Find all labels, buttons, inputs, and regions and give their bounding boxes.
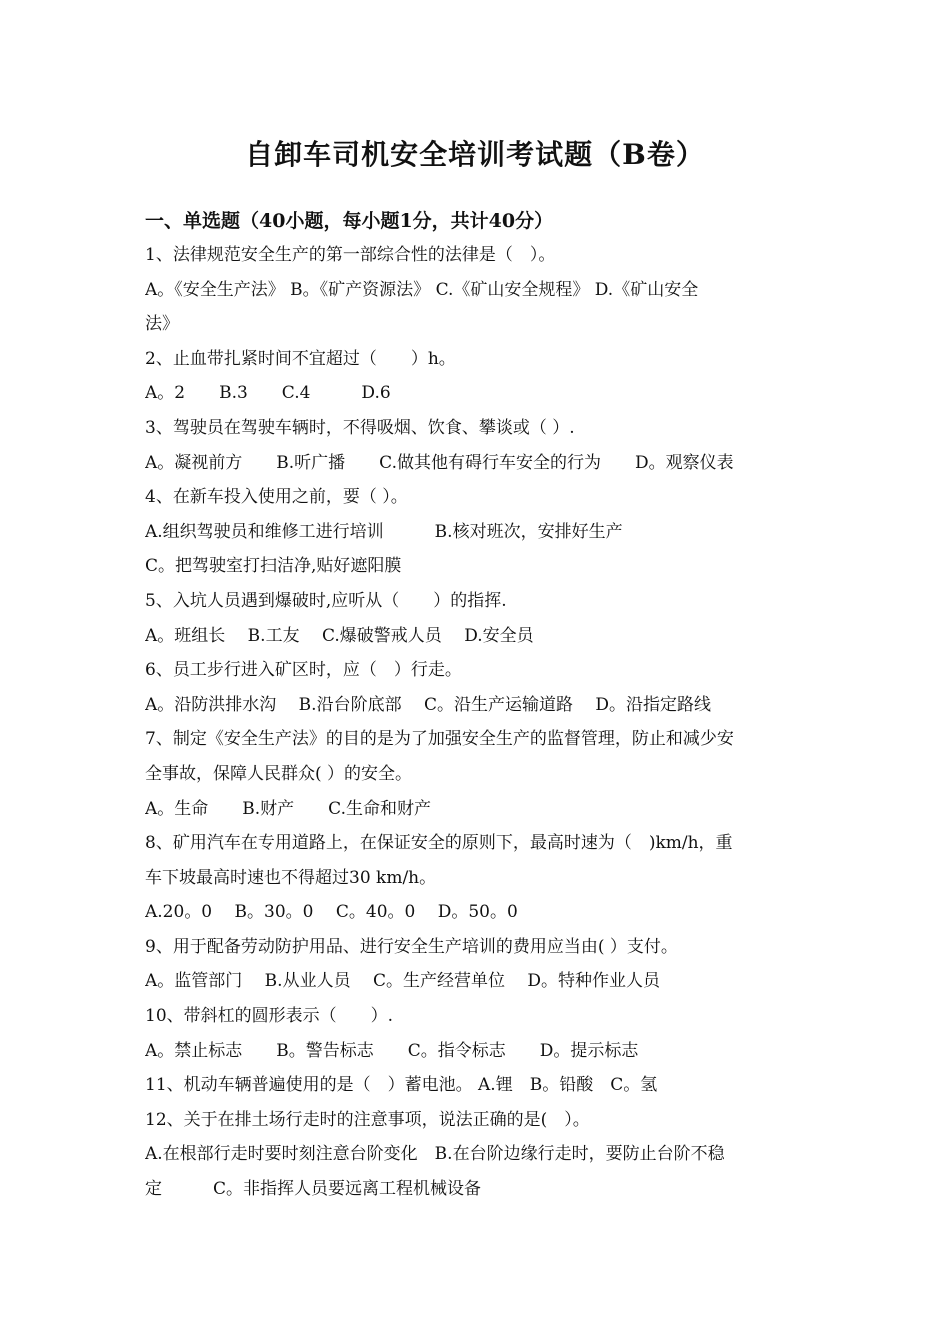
text-line: 8、矿用汽车在专用道路上，在保证安全的原则下，最高时速为（ )km/h，重 <box>145 833 733 854</box>
text-line: 法》 <box>145 314 179 335</box>
text-line: 9、用于配备劳动防护用品、进行安全生产培训的费用应当由( ）支付。 <box>145 936 678 957</box>
text-line: A。沿防洪排水沟 B.沿台阶底部 C。沿生产运输道路 D。沿指定路线 <box>145 694 712 715</box>
text-line: A.在根部行走时要时刻注意台阶变化 B.在台阶边缘行走时，要防止台阶不稳 <box>145 1144 725 1165</box>
text-line: A.组织驾驶员和维修工进行培训 B.核对班次，安排好生产 <box>145 521 623 542</box>
exam-title: 自卸车司机安全培训考试题（B卷） <box>245 138 705 171</box>
text-line: 6、员工步行进入矿区时，应（ ）行走。 <box>145 660 462 681</box>
text-line: A。班组长 B.工友 C.爆破警戒人员 D.安全员 <box>145 625 534 646</box>
text-line: A。生命 B.财产 C.生命和财产 <box>145 798 431 819</box>
text-line: 5、入坑人员遇到爆破时,应听从（ ）的指挥. <box>145 590 507 611</box>
text-line: A。2 B.3 C.4 D.6 <box>145 383 391 404</box>
text-line: A。禁止标志 B。警告标志 C。指令标志 D。提示标志 <box>145 1040 639 1061</box>
text-line: A.20。0 B。30。0 C。40。0 D。50。0 <box>145 902 518 923</box>
question-list <box>145 238 815 1207</box>
text-line: 7、制定《安全生产法》的目的是为了加强安全生产的监督管理，防止和减少安 <box>145 729 734 750</box>
text-line: 12、关于在排土场行走时的注意事项，说法正确的是( ）。 <box>145 1109 590 1130</box>
text-line: A。监管部门 B.从业人员 C。生产经营单位 D。特种作业人员 <box>145 971 661 992</box>
text-line: 定 C。非指挥人员要远离工程机械设备 <box>145 1179 482 1200</box>
text-line: 4、在新车投入使用之前，要（ ）。 <box>145 487 408 508</box>
text-line: 3、驾驶员在驾驶车辆时，不得吸烟、饮食、攀谈或（ ）. <box>145 417 575 438</box>
section-heading: 一、单选题（40小题，每小题1分，共计40分） <box>145 210 554 232</box>
text-line: 10、带斜杠的圆形表示（ ）. <box>145 1006 394 1027</box>
text-line: 车下坡最高时速也不得超过30 km/h。 <box>145 867 437 888</box>
text-line: 2、止血带扎紧时间不宜超过（ ）h。 <box>145 348 456 369</box>
text-line: 全事故，保障人民群众( ）的安全。 <box>145 763 413 784</box>
text-line: A。《安全生产法》 B。《矿产资源法》 C.《矿山安全规程》 D.《矿山安全 <box>145 279 699 300</box>
text-line: 1、法律规范安全生产的第一部综合性的法律是（ ）。 <box>145 245 556 265</box>
text-line: C。把驾驶室打扫洁净,贴好遮阳膜 <box>145 556 402 577</box>
text-line: 11、机动车辆普遍使用的是（ ）蓄电池。 A.锂 B。铅酸 C。氢 <box>145 1075 658 1096</box>
text-line: A。凝视前方 B.听广播 C.做其他有碍行车安全的行为 D。观察仪表 <box>145 452 734 473</box>
